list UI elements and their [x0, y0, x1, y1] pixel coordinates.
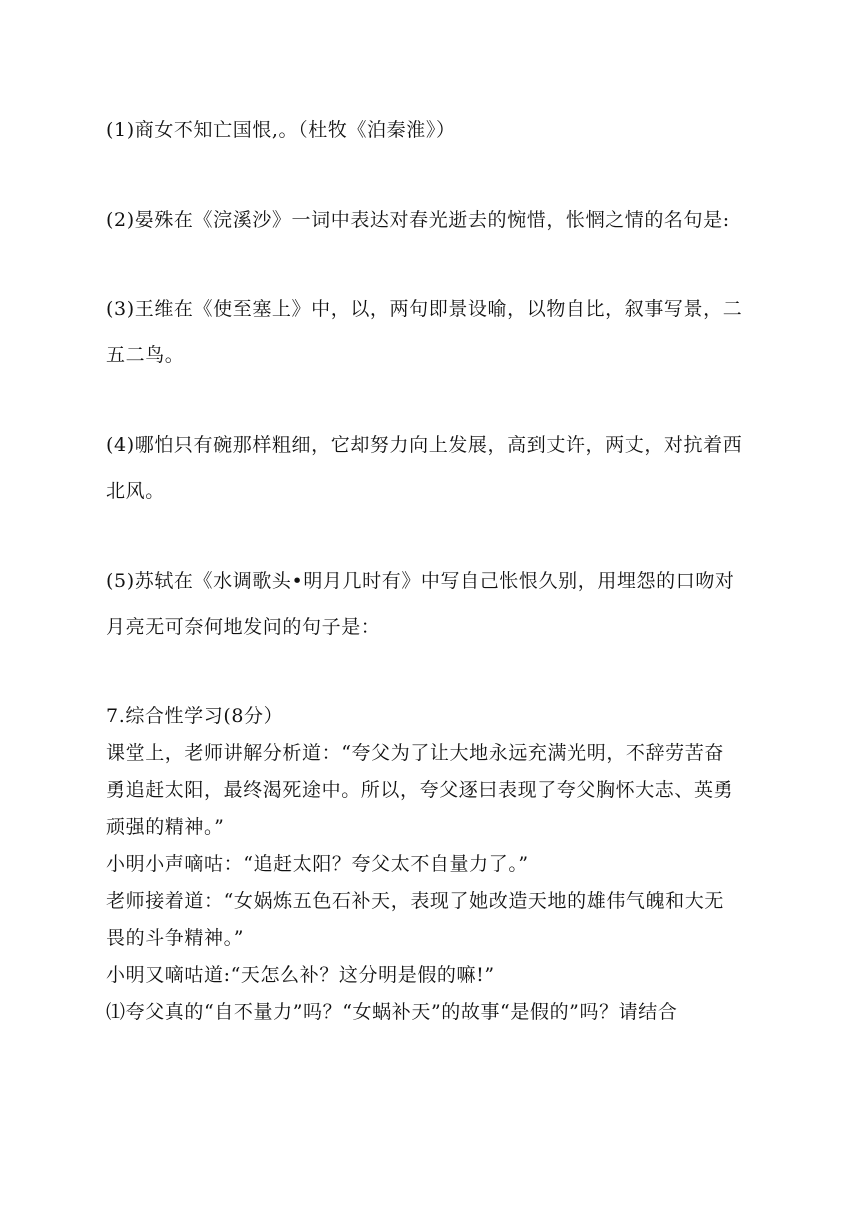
question-5-line-2: 月亮无可奈何地发问的句子是：	[106, 616, 381, 638]
section-7-line-3: 顽强的精神。”	[106, 816, 225, 838]
section-7-heading: 7.综合性学习(8分）	[106, 705, 284, 727]
section-7-line-4: 小明小声嘀咕：“追赶太阳？夸父太不自量力了。”	[106, 853, 529, 875]
section-7-line-1: 课堂上，老师讲解分析道：“夸父为了让大地永远充满光明，不辞劳苦奋	[106, 742, 724, 764]
question-4-line-1: (4)哪怕只有碗那样粗细，它却努力向上发展，高到丈许，两丈，对抗着西	[106, 434, 743, 456]
section-7-line-7: 小明又嘀咕道:“天怎么补？这分明是假的嘛!”	[106, 964, 495, 986]
section-7-line-5: 老师接着道：“女娲炼五色石补天，表现了她改造天地的雄伟气魄和大无	[106, 890, 724, 912]
section-7-line-2: 勇追赶太阳，最终渴死途中。所以，夸父逐曰表现了夸父胸怀大志、英勇	[106, 779, 734, 801]
section-7-line-8: ⑴夸父真的“自不量力”吗？“女蜗补天”的故事“是假的”吗？请结合	[106, 1001, 678, 1023]
question-5-line-1: (5)苏轼在《水调歌头•明月几时有》中写自己怅恨久别，用埋怨的口吻对	[106, 570, 735, 592]
question-3-line-2: 五二鸟。	[106, 344, 185, 366]
question-2-line-1: (2)晏殊在《浣溪沙》一词中表达对春光逝去的惋惜，怅惘之情的名句是:	[106, 209, 730, 231]
question-3-line-1: (3)王维在《使至塞上》中，以，两句即景设喻，以物自比，叙事写景，二	[106, 298, 743, 320]
question-1-line-1: (1)商女不知亡国恨,。（杜牧《泊秦淮》）	[106, 119, 456, 141]
section-7-line-6: 畏的斗争精神。”	[106, 927, 245, 949]
question-4-line-2: 北风。	[106, 480, 165, 502]
